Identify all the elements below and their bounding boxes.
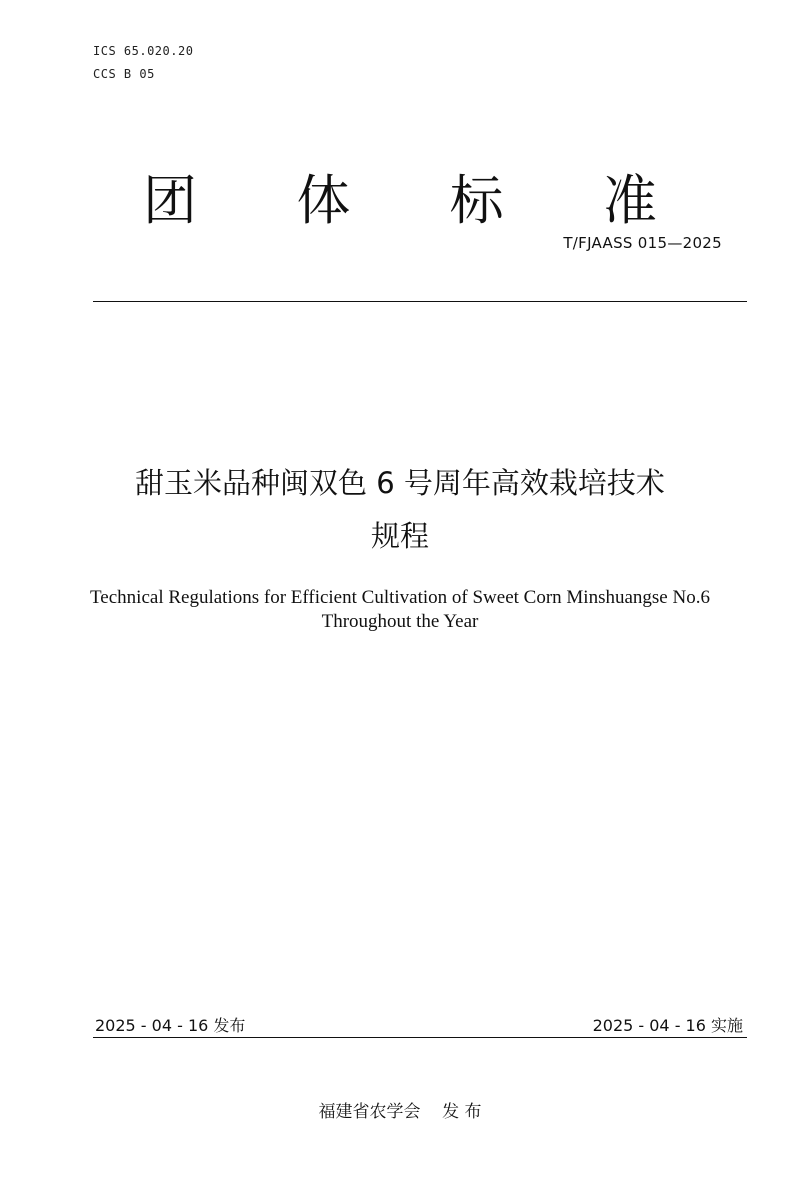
implementation-date: 2025 - 04 - 16 实施 — [592, 1016, 743, 1035]
english-title-line-1: Technical Regulations for Efficient Cultivation of Sweet Corn Minshuangse No.6 — [90, 587, 710, 608]
ccs-code: CCS B 05 — [93, 67, 155, 81]
title-char: 标 — [449, 169, 504, 232]
title-char: 体 — [296, 169, 351, 232]
chinese-title-line-2: 规程 — [370, 519, 429, 553]
english-title-line-2: Throughout the Year — [321, 611, 479, 632]
top-divider — [93, 301, 747, 302]
title-char: 准 — [602, 169, 657, 232]
document-type-title — [130, 166, 670, 236]
bottom-divider — [93, 1037, 747, 1038]
ics-code: ICS 65.020.20 — [93, 44, 194, 58]
publisher: 福建省农学会 发 布 — [318, 1102, 482, 1122]
title-char: 团 — [143, 169, 197, 232]
chinese-title-line-1: 甜玉米品种闽双色 6 号周年高效栽培技术 — [135, 466, 665, 500]
standard-number: T/FJAASS 015—2025 — [563, 234, 722, 252]
issue-date: 2025 - 04 - 16 发布 — [95, 1016, 246, 1035]
